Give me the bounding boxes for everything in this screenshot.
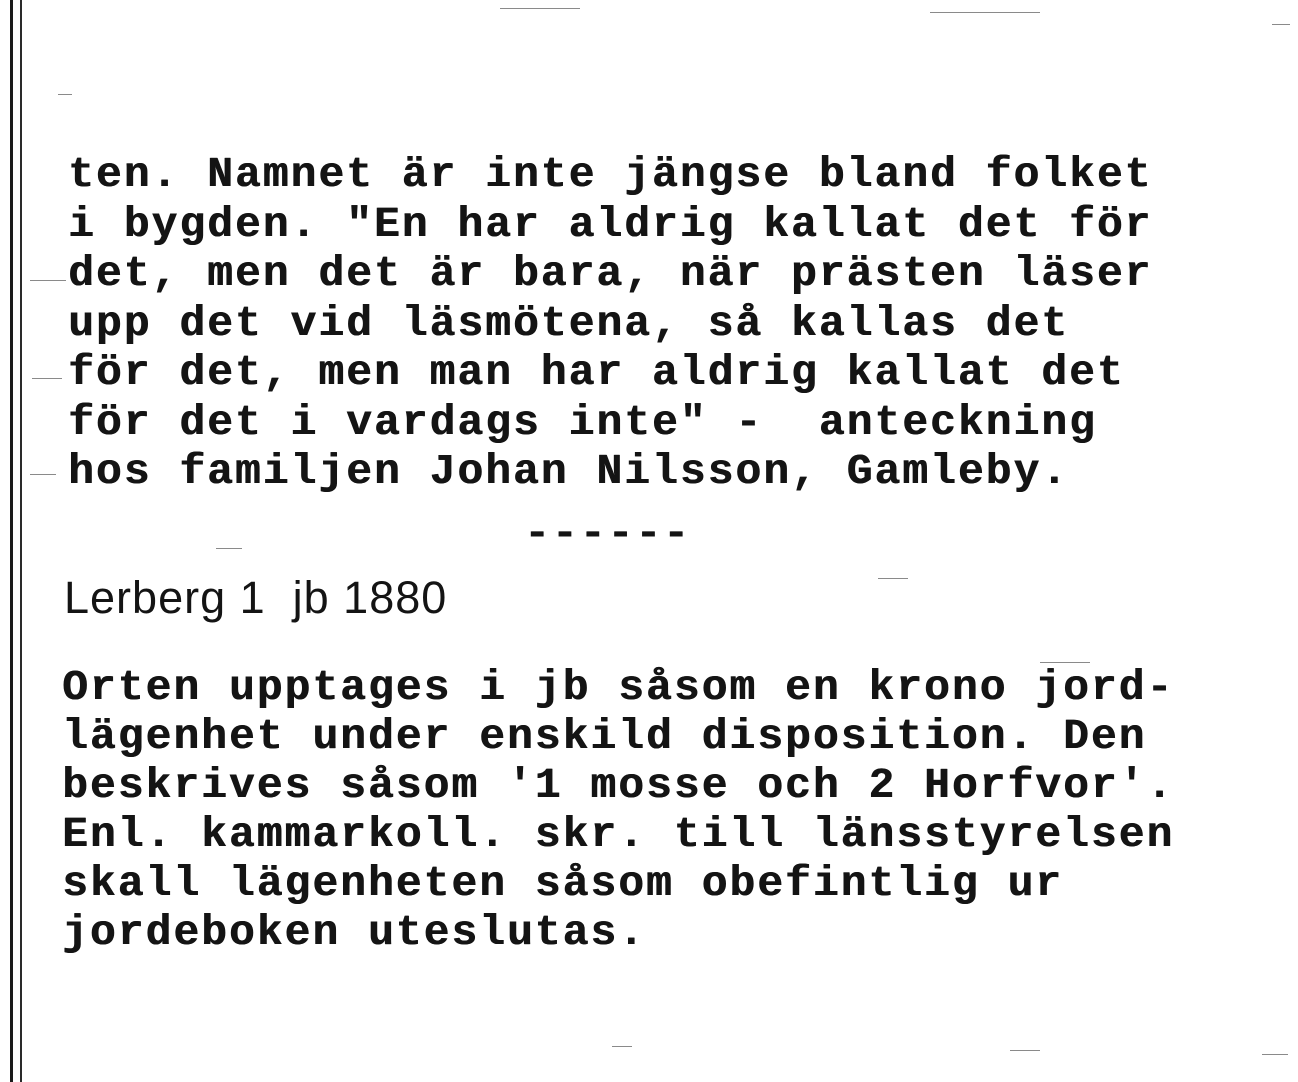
text-line: för det i vardags inte" - anteckning xyxy=(68,397,1097,447)
scan-speck xyxy=(1262,1054,1288,1055)
text-line: hos familjen Johan Nilsson, Gamleby. xyxy=(68,447,1069,496)
left-margin-line xyxy=(10,0,13,1082)
paragraph-1 xyxy=(68,150,1152,497)
text-line: ten. Namnet är inte jängse bland folket xyxy=(68,150,1153,199)
text-line: det, men det är bara, när prästen läser xyxy=(68,249,1153,298)
scan-speck xyxy=(58,94,72,95)
text-line: i bygden. "En har aldrig kallat det för xyxy=(68,199,1153,249)
scan-speck xyxy=(612,1046,632,1047)
scan-speck xyxy=(500,8,580,9)
scan-speck xyxy=(216,548,242,549)
scan-speck xyxy=(878,578,908,579)
scan-speck xyxy=(1010,1050,1040,1051)
text-line: lägenhet under enskild disposition. Den xyxy=(62,712,1147,761)
text-line: för det, men man har aldrig kallat det xyxy=(68,348,1125,397)
text-line: beskrives såsom '1 mosse och 2 Horfvor'. xyxy=(62,761,1175,810)
text-line: Enl. kammarkoll. skr. till länsstyrelsen xyxy=(62,810,1175,859)
scan-speck xyxy=(930,12,1040,13)
scan-speck xyxy=(1272,24,1290,25)
left-margin-line-inner xyxy=(20,0,22,1082)
text-line: Orten upptages i jb såsom en krono jord- xyxy=(62,663,1175,712)
text-line: skall lägenheten såsom obefintlig ur xyxy=(62,859,1063,908)
scan-speck xyxy=(30,474,56,475)
text-line: upp det vid läsmötena, så kallas det xyxy=(68,298,1069,348)
scan-speck xyxy=(32,378,62,379)
paragraph-2 xyxy=(62,663,1174,957)
section-separator: ------ xyxy=(524,509,691,558)
text-line: jordeboken uteslutas. xyxy=(62,908,646,957)
entry-heading: Lerberg 1 jb 1880 xyxy=(64,572,448,623)
scan-speck xyxy=(30,280,66,281)
